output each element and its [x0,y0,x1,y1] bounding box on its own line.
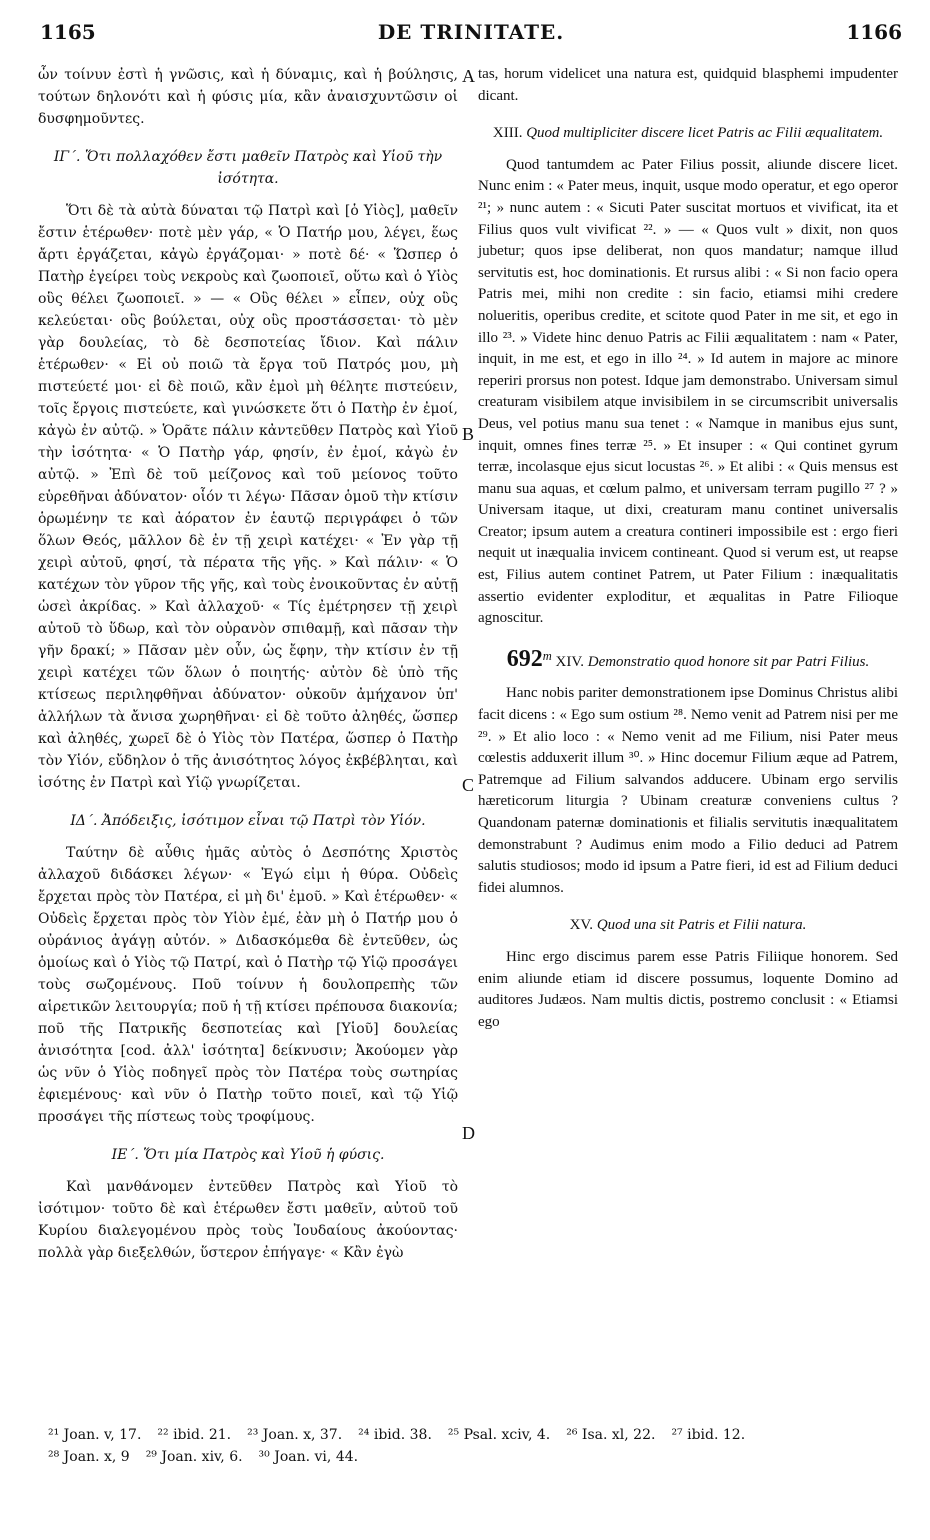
section-number: XIV. [555,653,584,670]
paragraph: Quod tantumdem ac Pater Filius possit, aliunde discere licet. Nunc enim : « Pater meus, inquit, usque modo operatur, et ego operor ²¹; » nunc autem : « Sicuti Pater suscitat mortuos et vivificat, ita et Filius quos vult vivificat ²². » — « Quos vult » dixit, non quos jubetur; quos ipse deliberat, non quos mandatur; namque illud servitutis est, hoc dominationis. Et rursus alibi : « Si non facio opera Patris mei, mihi non credite : sin facio, etiamsi mihi credere nolueritis, operibus credite, et scitote quod Pater in me sit, et ego in illo ²³. » Videte hinc denuo Patris ac Filii æqualitatem : nam « Pater, inquit, in me est, et ego in illo ²⁴. » Id autem in majore ac minore reperiri prorsus non potest. Idque jam demonstrabo. Universam simul creaturam visibilem atque invisibilem in se circumscribit universalis Deus, vel potius manu sua tenet : « Namque in manibus ejus sunt, inquit, omnes fines terræ ²⁵. » Et insuper : « Qui continet gyrum terræ, incolasque ejus sicut locustas ²⁶. » Et alibi : « Quis mensus est manu sua aquas, et cœlum palmo, et universam terram pugillo ²⁷ ? » Universam itaque, ut dixi, creaturam manu continet universalis Creator; ipsum autem a creatura contineri impossibile est : ergo fieri nequit ut inæqualia invicem contineant. Quod si verum est, ut reapse est, Filius autem continet Patrem, ut Pater Filium : inæqualitatis assertio evidenter exploditur, et æqualitas in Patre Filioque agnoscitur. [478,156,898,627]
paragraph: Ὅτι δὲ τὰ αὐτὰ δύναται τῷ Πατρὶ καὶ [ὁ Υἱὸς], μαθεῖν ἔστιν ἑτέρωθεν· ποτὲ μὲν γάρ, « Ὁ Πατήρ μου, λέγει, ἕως ἄρτι ἐργάζεται, κἀγὼ ἐργάζομαι· » ποτὲ δέ· « Ὥσπερ ὁ Πατὴρ ἐγείρει τοὺς νεκροὺς καὶ ζωοποιεῖ, οὕτω καὶ ὁ Υἱὸς οὓς θέλει ζωοποιεῖ. » — « Οὓς θέλει » εἶπεν, οὐχ οὓς κελεύεται· οὓς βούλεται, οὐχ οὓς προστάσσεται· τὸ μὲν γὰρ δουλείας, τὸ δὲ δεσποτείας ἴδιον. Καὶ πάλιν ἑτέρωθεν· « Εἰ οὐ ποιῶ τὰ ἔργα τοῦ Πατρός μου, μὴ πιστεύετέ μοι· εἰ δὲ ποιῶ, κἂν ἐμοὶ μὴ θέλητε πιστεύειν, τοῖς ἔργοις πιστεύετε, καὶ γινώσκετε ὅτι ὁ Πατὴρ ἐν ἐμοί, κἀγὼ ἐν αὐτῷ. » Ὁρᾶτε πάλιν κἀντεῦθεν Πατρὸς καὶ Υἱοῦ τὴν ἰσότητα· « Ὁ Πατὴρ γάρ, φησίν, ἐν ἐμοί, κἀγὼ ἐν αὐτῷ. » Ἐπὶ δὲ τοῦ μείζονος καὶ τοῦ μείονος τοῦτο εὑρεθῆναι ἀδύνατον· οἷόν τι λέγω· Πᾶσαν ὁμοῦ τὴν κτίσιν ὁρωμένην τε καὶ ἀόρατον ἐν ἑαυτῷ περιγράφει ὁ τῶν ὅλων Θεός, μᾶλλον δὲ ἐν τῇ χειρὶ κατέχει· « Ἐν γὰρ τῇ χειρὶ αὐτοῦ, φησί, τὰ πέρατα τῆς γῆς. » Καὶ πάλιν· « Ὁ κατέχων τὸν γῦρον τῆς γῆς, καὶ τοὺς ἐνοικοῦντας ἐν αὐτῇ ὡσεὶ ἀκρίδας. » Καὶ ἀλλαχοῦ· « Τίς ἐμέτρησεν τῇ χειρὶ αὐτοῦ τὸ ὕδωρ, καὶ τὸν οὐρανὸν σπιθαμῇ, καὶ πᾶσαν τὴν γῆν δρακί; » Πᾶσαν μὲν οὖν, ὡς ἔφην, τὴν κτίσιν ἐν τῇ χειρὶ κατέχει τῶν ὅλων ὁ ποιητής· αὐτὸν δὲ ὑπὸ τῆς κτίσεως περιληφθῆναι ἀδύνατον· οὐκοῦν ἀμήχανον ὑπ' ἀλλήλων τὰ ἄνισα χωρηθῆναι· εἰ δὲ τοῦτο ἀληθές, ὥσπερ καὶ ἀληθές, χωρεῖ δὲ ὁ Υἱὸς τὸν Πατέρα, ὥσπερ ὁ Πατὴρ τὸν Υἱόν, εὔδηλον ὁ τῆς ἀνισότητος λόγος ἐκβέβληται, καὶ ἰσότης ἐν Πατρὶ καὶ Υἱῷ γνωρίζεται. [38,203,458,791]
footnote-row [48,1424,900,1446]
footnote: ²⁴ ibid. 38. [358,1427,432,1443]
paragraph: Ταύτην δὲ αὖθις ἡμᾶς αὐτὸς ὁ Δεσπότης Χριστὸς ἀλλαχοῦ διδάσκει λέγων· « Ἐγώ εἰμι ἡ θύρα. Οὐδεὶς ἔρχεται πρὸς τὸν Πατέρα, εἰ μὴ δι' ἐμοῦ. » Καὶ ἑτέρωθεν· « Οὐδεὶς ἔρχεται πρὸς τὸν Υἱὸν ἐμέ, ἐὰν μὴ ὁ Πατήρ μου ὁ οὐράνιος ἀγάγῃ αὐτόν. » Διδασκόμεθα δὲ ἐντεῦθεν, ὡς ὁμοίως καὶ ὁ Υἱὸς τῷ Πατρί, καὶ ὁ Πατὴρ τῷ Υἱῷ προσάγει τοὺς σωζομένους. Ποῦ τοίνυν ἡ δουλοπρεπὴς τῶν αἱρετικῶν λειτουργία; ποῦ ἡ τῇ κτίσει πρέπουσα διακονία; ποῦ τῆς Πατρικῆς δεσποτείας καὶ [Υἱοῦ] δουλείας ἀνισότητα [cod. ἀλλ' ἰσότητα] δείκνυσιν; Ἀκούομεν γὰρ ὡς νῦν ὁ Υἱὸς ποδηγεῖ πρὸς τὸν Πατέρα τοὺς σωτηρίας ἐφιεμένους· καὶ νῦν ὁ Πατὴρ τοῦτο ποιεῖ, καὶ τῷ Υἱῷ προσάγει τῆς πίστεως τοὺς τροφίμους. [38,845,458,1125]
footnote: ²⁹ Joan. xiv, 6. [145,1449,243,1465]
column-number: 692 [506,645,543,672]
page-number-left: 1165 [40,20,96,44]
paragraph: Hinc ergo discimus parem esse Patris Filiique honorem. Sed enim aliunde etiam id discere possumus, loquente Domino ad auditores Judæos. Nam multis dictis, postremo conclusit : « Etiamsi ego [478,948,898,1030]
footnote: ²⁸ Joan. x, 9 [48,1449,130,1465]
section-title: ΙΓ΄. Ὅτι πολλαχόθεν ἔστι μαθεῖν Πατρὸς καὶ Υἱοῦ τὴν ἰσότητα. [53,149,443,187]
section-heading [38,146,458,190]
paragraph: ὧν τοίνυν ἐστὶ ἡ γνῶσις, καὶ ἡ δύναμις, καὶ ἡ βούλησις, τούτων δηλονότι καὶ ἡ φύσις μία, κἂν ἀναισχυντῶσιν οἱ δυσφημοῦντες. [38,67,458,127]
margin-letter-d: D [462,1123,475,1143]
running-header [40,20,902,60]
section-heading [38,1144,458,1166]
footnote: ²² ibid. 21. [157,1427,232,1443]
page-number-right: 1166 [846,20,902,44]
section-title: Demonstratio quod honore sit par Patri Filius. [587,653,870,670]
margin-letter-b: B [462,424,475,444]
paragraph: Καὶ μανθάνομεν ἐντεῦθεν Πατρὸς καὶ Υἱοῦ τὸ ἰσότιμον· τοῦτο δὲ καὶ ἑτέρωθεν ἔστι μαθεῖν, αὐτοῦ τοῦ Κυρίου διαλεγομένου πρὸς τοὺς Ἰουδαίους ἀκούοντας· πολλὰ γὰρ διεξελθών, ὕστερον ἐπήγαγε· « Κἂν ἐγὼ [38,1179,458,1261]
paragraph: tas, horum videlicet una natura est, quidquid blasphemi impudenter dicant. [478,66,898,104]
section-title: Quod una sit Patris et Filii natura. [596,917,807,934]
footnote: ²¹ Joan. v, 17. [48,1427,142,1443]
section-heading [478,123,898,145]
footnotes [48,1424,900,1468]
running-title: DE TRINITATE. [377,20,565,44]
section-number: XIII. [492,125,523,142]
section-heading [478,646,898,674]
section-title: ΙΕ΄. Ὅτι μία Πατρὸς καὶ Υἱοῦ ἡ φύσις. [111,1147,385,1163]
section-heading [38,810,458,832]
footnote: ²⁵ Psal. xciv, 4. [447,1427,551,1443]
greek-column [38,64,458,1264]
section-heading [478,915,898,937]
section-title: Quod multipliciter discere licet Patris ac Filii æqualitatem. [526,125,884,142]
footnote: ²⁷ ibid. 12. [671,1427,746,1443]
section-number: XV. [569,917,594,934]
footnote-row [48,1446,900,1468]
margin-letter-c: C [462,775,475,795]
paragraph: Hanc nobis pariter demonstrationem ipse Dominus Christus alibi facit dicens : « Ego sum ostium ²⁸. Nemo venit ad Patrem nisi per me ²⁹. » Et alio loco : « Nemo venit ad me Filium, nisi Pater meus cœlestis adduxerit illum ³⁰. » Hinc docemur Filium æque ad Patrem, Patremque ad Filium salvandos adducere. Ubinam ergo servilis hæreticorum liturgia ? Ubinam creaturæ conveniens cultus ? Quandonam paternæ dominationis et filialis servitutis inæqualitatem demonstrabunt ? Audimus enim modo a Filio deduci ad Patrem salutis studiosos; modo id ipsum a Patre fieri, id est ad Filium deduci fidei alumnos. [478,685,898,896]
footnote: ³⁰ Joan. vi, 44. [258,1449,359,1465]
footnote: ²³ Joan. x, 37. [247,1427,343,1443]
column-number-suffix: m [542,648,552,663]
margin-letter-a: A [462,66,475,86]
latin-column [478,64,898,1033]
footnote: ²⁶ Isa. xl, 22. [566,1427,656,1443]
section-title: ΙΔ΄. Ἀπόδειξις, ἰσότιμον εἶναι τῷ Πατρὶ τὸν Υἱόν. [70,813,426,829]
